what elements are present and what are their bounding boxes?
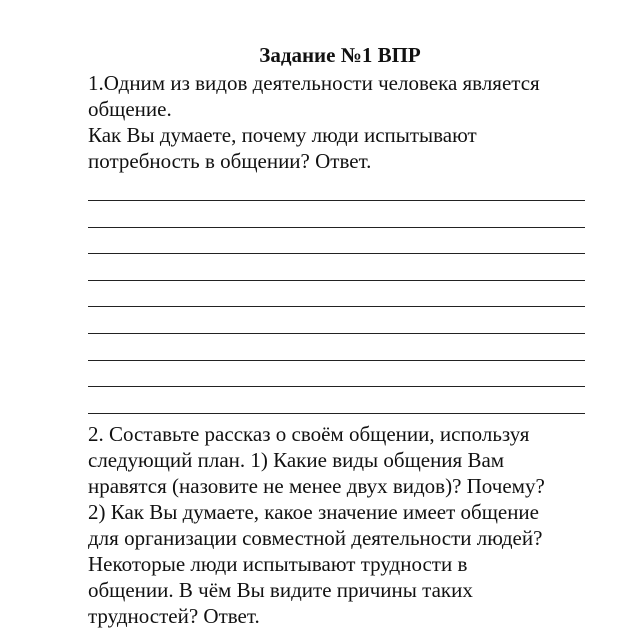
question-1-line: 1.Одним из видов деятельности человека является xyxy=(88,71,540,95)
answer-line xyxy=(88,360,585,361)
question-2 xyxy=(88,421,588,629)
question-1 xyxy=(88,70,588,174)
question-2-line: следующий план. 1) Какие виды общения Вам xyxy=(88,448,505,472)
answer-line xyxy=(88,227,585,228)
question-2-line: 2) Как Вы думаете, какое значение имеет общение xyxy=(88,500,539,524)
question-2-line: 2. Составьте рассказ о своём общении, используя xyxy=(88,422,530,446)
answer-line xyxy=(88,253,585,254)
answer-line xyxy=(88,413,585,414)
question-1-line: потребность в общении? Ответ. xyxy=(88,149,372,173)
answer-line xyxy=(88,306,585,307)
question-2-line: общении. В чём Вы видите причины таких xyxy=(88,578,473,602)
answer-line xyxy=(88,333,585,334)
question-2-line: Некоторые люди испытывают трудности в xyxy=(88,552,468,576)
question-2-line: нравятся (назовите не менее двух видов)? Почему? xyxy=(88,474,545,498)
question-1-line: Как Вы думаете, почему люди испытывают xyxy=(88,123,477,147)
question-2-line: трудностей? Ответ. xyxy=(88,604,260,628)
page-title: Задание №1 ВПР xyxy=(259,43,421,67)
question-1-line: общение. xyxy=(88,97,172,121)
answer-line xyxy=(88,200,585,201)
answer-line xyxy=(88,386,585,387)
question-2-line: для организации совместной деятельности людей? xyxy=(88,526,543,550)
answer-line xyxy=(88,280,585,281)
